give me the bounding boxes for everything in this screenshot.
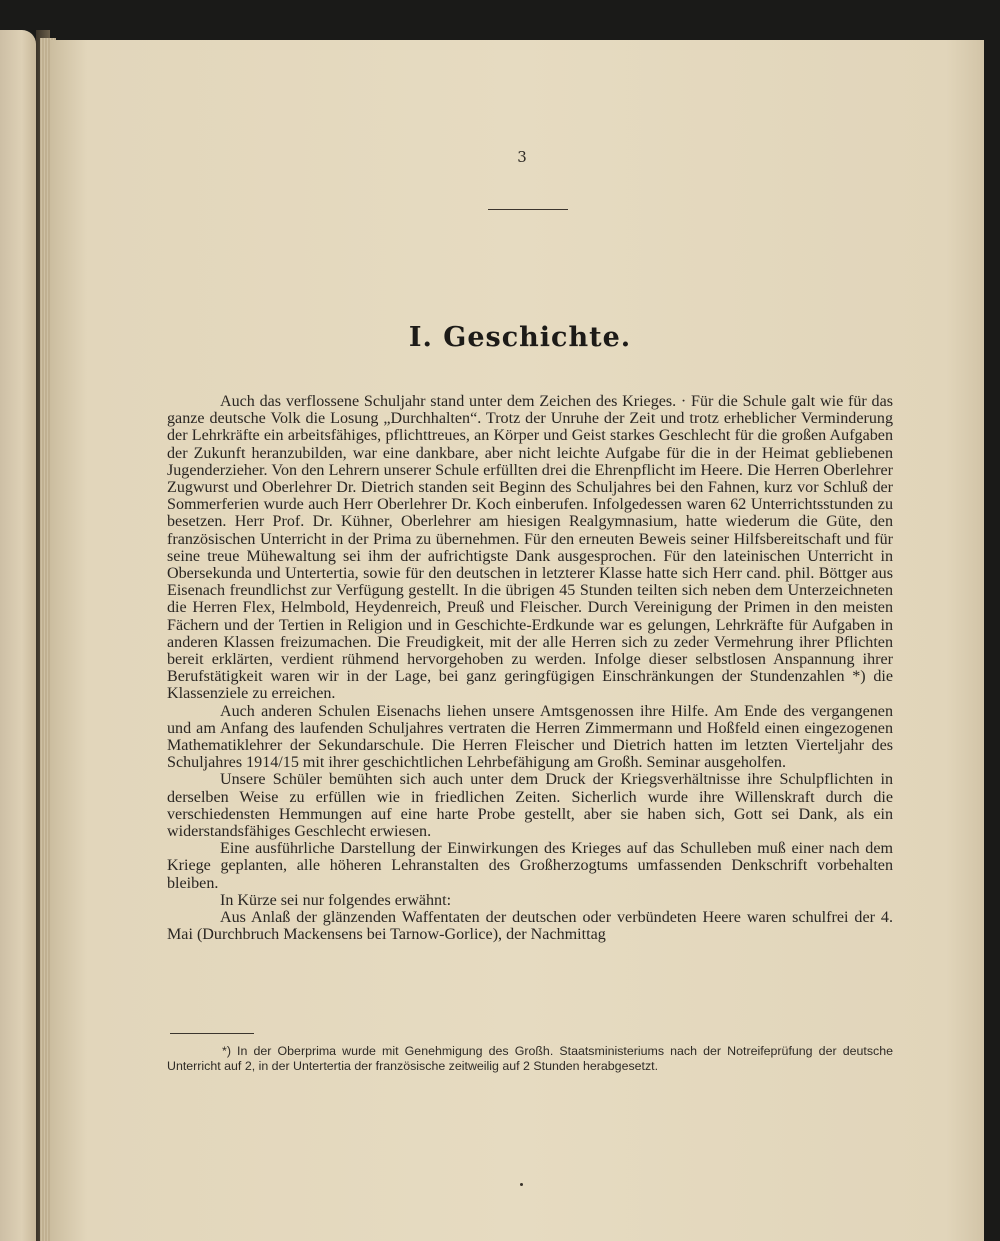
page-number-rule: [488, 209, 568, 210]
paragraph: Eine ausführliche Darstellung der Einwirkungen des Krieges auf das Schulleben muß einer nach dem Kriege geplanten, alle höheren Lehranstalten des Großherzogtums umfassenden Denkschrift vorbehalten bleiben.: [167, 840, 893, 892]
paragraph: Unsere Schüler bemühten sich auch unter dem Druck der Kriegsverhältnisse ihre Schulpflichten in derselben Weise zu erfüllen wie in friedlichen Zeiten. Sicherlich wurde ihre Willenskraft durch die verschiedensten Hemmungen auf eine harte Probe gestellt, aber sie haben sich, Gott sei Dank, als ein widerstandsfähiges Geschlecht erwiesen.: [167, 771, 893, 841]
page-number: 3: [517, 148, 527, 166]
book-page: [50, 40, 984, 1241]
section-title: I. Geschichte.: [408, 322, 632, 353]
paragraph: Auch anderen Schulen Eisenachs liehen unsere Amtsgenossen ihre Hilfe. Am Ende des vergangenen und am Anfang des laufenden Schuljahres vertraten die Herren Zimmermann und Hoßfeld einen eingezogenen Mathematiklehrer der Sekundarschule. Die Herren Fleischer und Dietrich hatten im letzten Vierteljahr des Schuljahres 1914/15 mit ihrer geschichtlichen Lehrbefähigung am Großh. Seminar ausgeholfen.: [167, 702, 893, 772]
previous-page-edge: [0, 30, 36, 1241]
paragraph: In Kürze sei nur folgendes erwähnt:: [220, 891, 452, 909]
paragraph: Aus Anlaß der glänzenden Waffentaten der deutschen oder verbündeten Heere waren schulfrei der 4. Mai (Durchbruch Mackensens bei Tarnow-Gorlice), der Nachmittag: [167, 909, 893, 944]
paragraph: Auch das verflossene Schuljahr stand unter dem Zeichen des Krieges. · Für die Schule galt wie für das ganze deutsche Volk die Losung „Durchhalten“. Trotz der Unruhe der Zeit und trotz erheblicher Verminderung der Lehrkräfte ein arbeitsfähiges, pflichttreues, an Körper und Geist starkes Geschlecht für die großen Aufgaben der Zukunft heranzubilden, war eine dankbare, aber nicht leichte Aufgabe für die in der Heimat gebliebenen Jugenderzieher. Von den Lehrern unserer Schule erfüllten drei die Ehrenpflicht im Heere. Die Herren Oberlehrer Zugwurst und Oberlehrer Dr. Dietrich standen seit Beginn des Schuljahres bei den Fahnen, kurz vor Schluß der Sommerferien wurde auch Herr Oberlehrer Dr. Koch einberufen. Infolgedessen waren 62 Unterrichtsstunden zu besetzen. Herr Prof. Dr. Kühner, Oberlehrer am hiesigen Realgymnasium, hatte wiederum die Güte, den französischen Unterricht in der Prima zu übernehmen. Für den erneuten Beweis seiner Hilfsbereitschaft und für seine treue Mühewaltung sei ihm der aufrichtigste Dank ausgesprochen. Für den lateinischen Unterricht in Obersekunda und Untertertia, sowie für den deutschen in letzterer Klasse hatte sich Herr cand. phil. Böttger aus Eisenach freundlichst zur Verfügung gestellt. In die übrigen 45 Stunden teilten sich neben dem Unterzeichneten die Herren Flex, Helmbold, Heydenreich, Preuß und Fleischer. Durch Vereinigung der Primen in den meisten Fächern und der Tertien in Religion und in Geschichte-Erdkunde war es gelungen, Lehrkräfte für Aufgaben in anderen Klassen freizumachen. Die Freudigkeit, mit der alle Herren sich zu zeder Vermehrung ihrer Pflichten bereit erklärten, verdient rühmend hervorgehoben zu werden. Infolge dieser selbstlosen Anspannung ihrer Berufstätigkeit waren wir in der Lage, bei ganz geringfügigen Einschränkungen der Stundenzahlen *) die Klassenziele zu erreichen.: [167, 393, 893, 703]
paper-speck: [520, 1183, 523, 1186]
body-text: [167, 393, 893, 944]
footnote: *) In der Oberprima wurde mit Genehmigung des Großh. Staatsministeriums nach der Notreifeprüfung der deutsche Unterricht auf 2, in der Untertertia der französische zeitweilig auf 2 Stunden herabgesetzt.: [167, 1044, 893, 1073]
footnote-rule: [170, 1033, 254, 1034]
